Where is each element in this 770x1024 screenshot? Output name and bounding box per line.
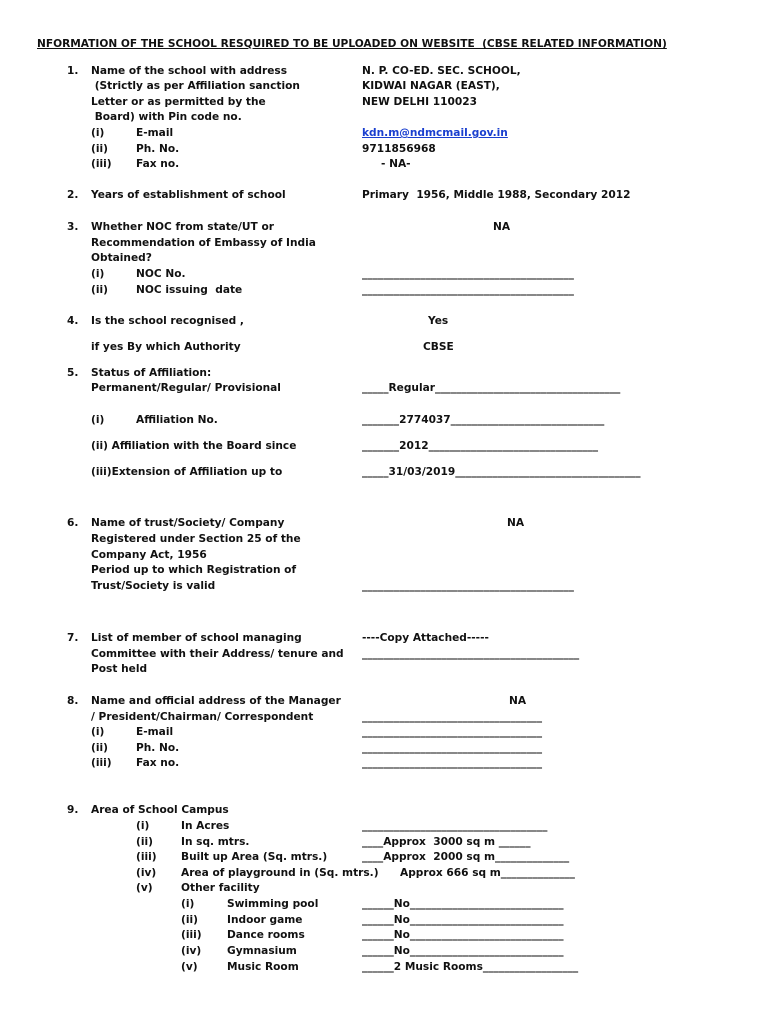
campus-acres-label: In Acres <box>181 820 230 832</box>
item-8-label-line: / President/Chairman/ Correspondent <box>91 711 314 723</box>
item-7-label-line: Post held <box>91 663 148 675</box>
noc-value: NA <box>493 221 511 233</box>
manager-fax-label: Fax no. <box>136 757 180 769</box>
campus-sub-number: (iv) <box>136 867 157 879</box>
item-1-label-line: Board) with Pin code no. <box>91 111 242 123</box>
document-title: NFORMATION OF THE SCHOOL RESQUIRED TO BE UPLOADED ON WEBSITE (CBSE RELATED INFORMATION) <box>37 38 667 50</box>
music-room-label: Music Room <box>227 961 299 973</box>
item-1-sub-number: (ii) <box>91 143 108 155</box>
authority-value: CBSE <box>423 341 454 353</box>
item-3-label-line: Whether NOC from state/UT or <box>91 221 274 233</box>
affiliation-extension-label: (iii)Extension of Affiliation up to <box>91 466 283 478</box>
committee-blank: _________________________________________ <box>362 648 580 660</box>
item-1-fax-label: Fax no. <box>136 158 180 170</box>
item-5-label-line: Permanent/Regular/ Provisional <box>91 382 281 394</box>
facility-sub-number: (ii) <box>181 914 198 926</box>
item-number-7: 7. <box>67 632 79 644</box>
affiliation-number-label: Affiliation No. <box>136 414 218 426</box>
school-fax-value: - NA- <box>381 158 411 170</box>
playground-area-value: Approx 666 sq m______________ <box>400 867 575 879</box>
manager-fax-blank: __________________________________ <box>362 757 543 769</box>
campus-sub-number: (v) <box>136 882 153 894</box>
school-phone-value: 9711856968 <box>362 143 436 155</box>
item-8-sub-number: (iii) <box>91 757 112 769</box>
music-room-value: ______2 Music Rooms__________________ <box>362 961 579 973</box>
committee-value: ----Copy Attached----- <box>362 632 489 644</box>
indoor-game-value: ______No_____________________________ <box>362 914 564 926</box>
item-1-label-line: Letter or as permitted by the <box>91 96 266 108</box>
trust-value: NA <box>507 517 525 529</box>
campus-sqm-label: In sq. mtrs. <box>181 836 250 848</box>
facility-sub-number: (v) <box>181 961 198 973</box>
other-facility-label: Other facility <box>181 882 260 894</box>
affiliation-extension-value: _____31/03/2019___________________________________ <box>362 466 641 478</box>
item-6-label-line: Name of trust/Society/ Company <box>91 517 285 529</box>
item-number-8: 8. <box>67 695 79 707</box>
dance-rooms-label: Dance rooms <box>227 929 305 941</box>
item-3-label-line: Recommendation of Embassy of India <box>91 237 316 249</box>
playground-area-label: Area of playground in (Sq. mtrs.) <box>181 867 379 879</box>
campus-sub-number: (ii) <box>136 836 153 848</box>
item-5-label-line: Status of Affiliation: <box>91 367 212 379</box>
item-number-1: 1. <box>67 65 79 77</box>
dance-rooms-value: ______No_____________________________ <box>362 929 564 941</box>
item-1-label-line: (Strictly as per Affiliation sanction <box>91 80 300 92</box>
item-6-label-line: Period up to which Registration of <box>91 564 297 576</box>
item-1-sub-number: (iii) <box>91 158 112 170</box>
facility-sub-number: (iii) <box>181 929 202 941</box>
school-address-line: NEW DELHI 110023 <box>362 96 477 108</box>
campus-sqm-value: ____Approx 3000 sq m ______ <box>362 836 531 848</box>
campus-acres-value: ___________________________________ <box>362 820 548 832</box>
item-7-label-line: List of member of school managing <box>91 632 302 644</box>
school-address-line: KIDWAI NAGAR (EAST), <box>362 80 500 92</box>
item-3-sub-number: (i) <box>91 268 105 280</box>
manager-value: NA <box>509 695 527 707</box>
item-1-label-line: Name of the school with address <box>91 65 288 77</box>
establishment-years-value: Primary 1956, Middle 1988, Secondary 2012 <box>362 189 631 201</box>
campus-sub-number: (i) <box>136 820 150 832</box>
swimming-pool-value: ______No_____________________________ <box>362 898 564 910</box>
item-1-email-label: E-mail <box>136 127 174 139</box>
affiliation-status-value: _____Regular___________________________________ <box>362 382 621 394</box>
item-9-label: Area of School Campus <box>91 804 229 816</box>
gymnasium-value: ______No_____________________________ <box>362 945 564 957</box>
item-3-sub-number: (ii) <box>91 284 108 296</box>
affiliation-since-value: _______2012________________________________ <box>362 440 599 452</box>
noc-date-label: NOC issuing date <box>136 284 243 296</box>
school-address-line: N. P. CO-ED. SEC. SCHOOL, <box>362 65 521 77</box>
facility-sub-number: (i) <box>181 898 195 910</box>
noc-date-blank: ________________________________________ <box>362 284 574 296</box>
item-2-label: Years of establishment of school <box>91 189 286 201</box>
item-8-sub-number: (ii) <box>91 742 108 754</box>
facility-sub-number: (iv) <box>181 945 202 957</box>
gymnasium-label: Gymnasium <box>227 945 297 957</box>
manager-email-label: E-mail <box>136 726 174 738</box>
affiliation-number-value: _______2774037_____________________________ <box>362 414 605 426</box>
manager-phone-label: Ph. No. <box>136 742 180 754</box>
item-6-label-line: Company Act, 1956 <box>91 549 207 561</box>
item-1-phone-label: Ph. No. <box>136 143 180 155</box>
built-up-area-label: Built up Area (Sq. mtrs.) <box>181 851 328 863</box>
item-4-label: Is the school recognised , <box>91 315 244 327</box>
item-number-6: 6. <box>67 517 79 529</box>
manager-email-blank: __________________________________ <box>362 726 543 738</box>
item-6-label-line: Trust/Society is valid <box>91 580 216 592</box>
manager-phone-blank: __________________________________ <box>362 742 543 754</box>
authority-label: if yes By which Authority <box>91 341 241 353</box>
item-3-label-line: Obtained? <box>91 252 152 264</box>
trust-validity-blank: ________________________________________ <box>362 580 574 592</box>
item-number-9: 9. <box>67 804 79 816</box>
item-number-3: 3. <box>67 221 79 233</box>
item-6-label-line: Registered under Section 25 of the <box>91 533 301 545</box>
item-number-4: 4. <box>67 315 79 327</box>
swimming-pool-label: Swimming pool <box>227 898 319 910</box>
item-8-label-line: Name and official address of the Manager <box>91 695 341 707</box>
campus-sub-number: (iii) <box>136 851 157 863</box>
item-8-sub-number: (i) <box>91 726 105 738</box>
built-up-area-value: ____Approx 2000 sq m______________ <box>362 851 570 863</box>
recognised-value: Yes <box>428 315 449 327</box>
manager-address-blank: __________________________________ <box>362 711 543 723</box>
item-1-sub-number: (i) <box>91 127 105 139</box>
affiliation-since-label: (ii) Affiliation with the Board since <box>91 440 297 452</box>
item-number-5: 5. <box>67 367 79 379</box>
noc-number-blank: ________________________________________ <box>362 268 574 280</box>
noc-number-label: NOC No. <box>136 268 186 280</box>
item-5-sub-number: (i) <box>91 414 105 426</box>
item-number-2: 2. <box>67 189 79 201</box>
school-email-link[interactable]: kdn.m@ndmcmail.gov.in <box>362 127 508 139</box>
item-7-label-line: Committee with their Address/ tenure and <box>91 648 344 660</box>
indoor-game-label: Indoor game <box>227 914 303 926</box>
